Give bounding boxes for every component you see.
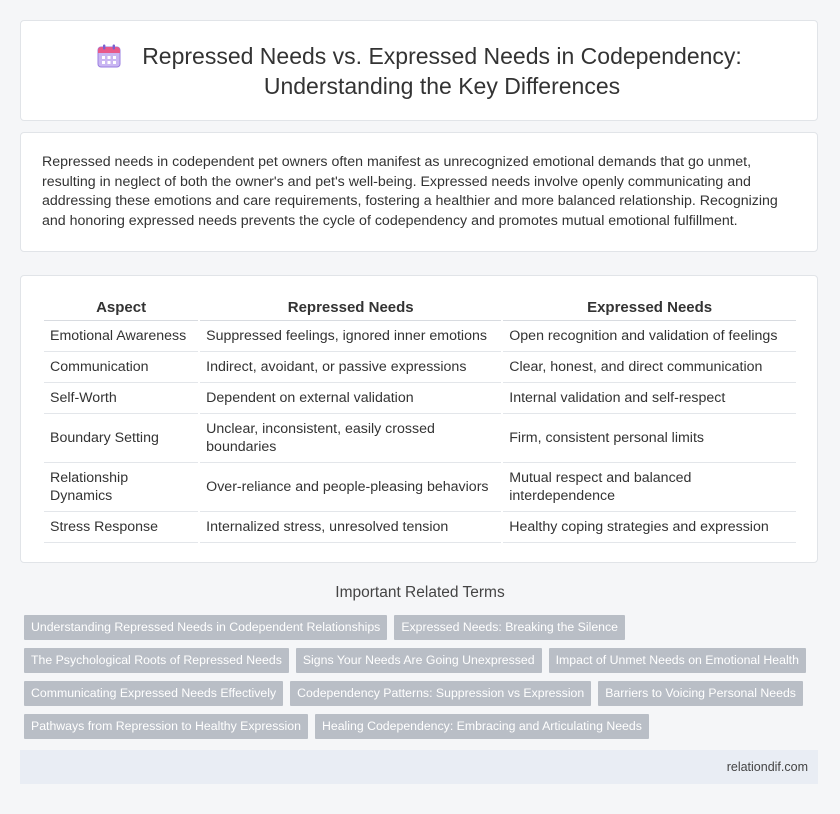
comparison-card bbox=[20, 275, 818, 563]
cell-repressed: Dependent on external validation bbox=[200, 383, 501, 414]
page-title-line: Understanding the Key Differences bbox=[263, 72, 621, 99]
cell-expressed: Firm, consistent personal limits bbox=[503, 414, 796, 463]
related-term-tag[interactable]: Pathways from Repression to Healthy Expression bbox=[24, 714, 308, 739]
related-terms-title: Important Related Terms bbox=[335, 584, 505, 601]
title-card bbox=[20, 20, 818, 121]
table-row bbox=[44, 352, 796, 383]
tag-row bbox=[24, 714, 804, 739]
table-row bbox=[44, 512, 796, 543]
table-row bbox=[44, 463, 796, 512]
related-term-tag[interactable]: Healing Codependency: Embracing and Articulating Needs bbox=[315, 714, 649, 739]
title-wrap bbox=[96, 41, 742, 101]
cell-aspect: Self-Worth bbox=[44, 383, 198, 414]
cell-expressed: Clear, honest, and direct communication bbox=[503, 352, 796, 383]
tag-row bbox=[24, 681, 804, 706]
cell-expressed: Healthy coping strategies and expression bbox=[503, 512, 796, 543]
related-term-tag[interactable]: Expressed Needs: Breaking the Silence bbox=[394, 615, 625, 640]
cell-aspect: Stress Response bbox=[44, 512, 198, 543]
related-term-tag[interactable]: Impact of Unmet Needs on Emotional Health bbox=[549, 648, 806, 673]
related-term-tag[interactable]: Codependency Patterns: Suppression vs Expression bbox=[290, 681, 591, 706]
cell-aspect: Communication bbox=[44, 352, 198, 383]
cell-expressed: Internal validation and self-respect bbox=[503, 383, 796, 414]
cell-aspect: Relationship Dynamics bbox=[44, 463, 198, 512]
cell-repressed: Over-reliance and people-pleasing behaviors bbox=[200, 463, 501, 512]
cell-expressed: Mutual respect and balanced interdependence bbox=[503, 463, 796, 512]
related-terms-list bbox=[24, 615, 804, 747]
related-term-tag[interactable]: Barriers to Voicing Personal Needs bbox=[598, 681, 803, 706]
cell-repressed: Indirect, avoidant, or passive expressions bbox=[200, 352, 501, 383]
cell-aspect: Emotional Awareness bbox=[44, 321, 198, 352]
cell-repressed: Internalized stress, unresolved tension bbox=[200, 512, 501, 543]
header-repressed-needs: Repressed Needs bbox=[200, 294, 501, 321]
page-title-line: Repressed Needs vs. Expressed Needs in Codependency: bbox=[142, 42, 742, 69]
table-row bbox=[44, 321, 796, 352]
cell-repressed: Suppressed feelings, ignored inner emotions bbox=[200, 321, 501, 352]
intro-card bbox=[20, 132, 818, 252]
table-header-row bbox=[44, 294, 796, 321]
tag-row bbox=[24, 615, 804, 640]
tag-row bbox=[24, 648, 804, 673]
related-term-tag[interactable]: The Psychological Roots of Repressed Needs bbox=[24, 648, 289, 673]
footer bbox=[20, 750, 818, 784]
cell-aspect: Boundary Setting bbox=[44, 414, 198, 463]
site-link[interactable]: relationdif.com bbox=[726, 760, 808, 774]
header-aspect: Aspect bbox=[44, 294, 198, 321]
related-term-tag[interactable]: Communicating Expressed Needs Effectively bbox=[24, 681, 283, 706]
table-row bbox=[44, 414, 796, 463]
cell-repressed: Unclear, inconsistent, easily crossed boundaries bbox=[200, 414, 501, 463]
related-term-tag[interactable]: Signs Your Needs Are Going Unexpressed bbox=[296, 648, 542, 673]
calendar-icon bbox=[96, 43, 122, 69]
cell-expressed: Open recognition and validation of feelings bbox=[503, 321, 796, 352]
comparison-table bbox=[42, 294, 798, 543]
page-title bbox=[142, 41, 742, 101]
table-row bbox=[44, 383, 796, 414]
related-term-tag[interactable]: Understanding Repressed Needs in Codependent Relationships bbox=[24, 615, 387, 640]
header-expressed-needs: Expressed Needs bbox=[503, 294, 796, 321]
intro-paragraph: Repressed needs in codependent pet owners often manifest as unrecognized emotional demands that go unmet, resulting in neglect of both the owner's and pet's well-being. Expressed needs involve openly communicating and addressing these emotions and care requirements, fostering a healthier and more balanced relationship. Recognizing and honoring expressed needs prevents the cycle of codependency and promotes mutual emotional fulfillment. bbox=[42, 154, 778, 229]
